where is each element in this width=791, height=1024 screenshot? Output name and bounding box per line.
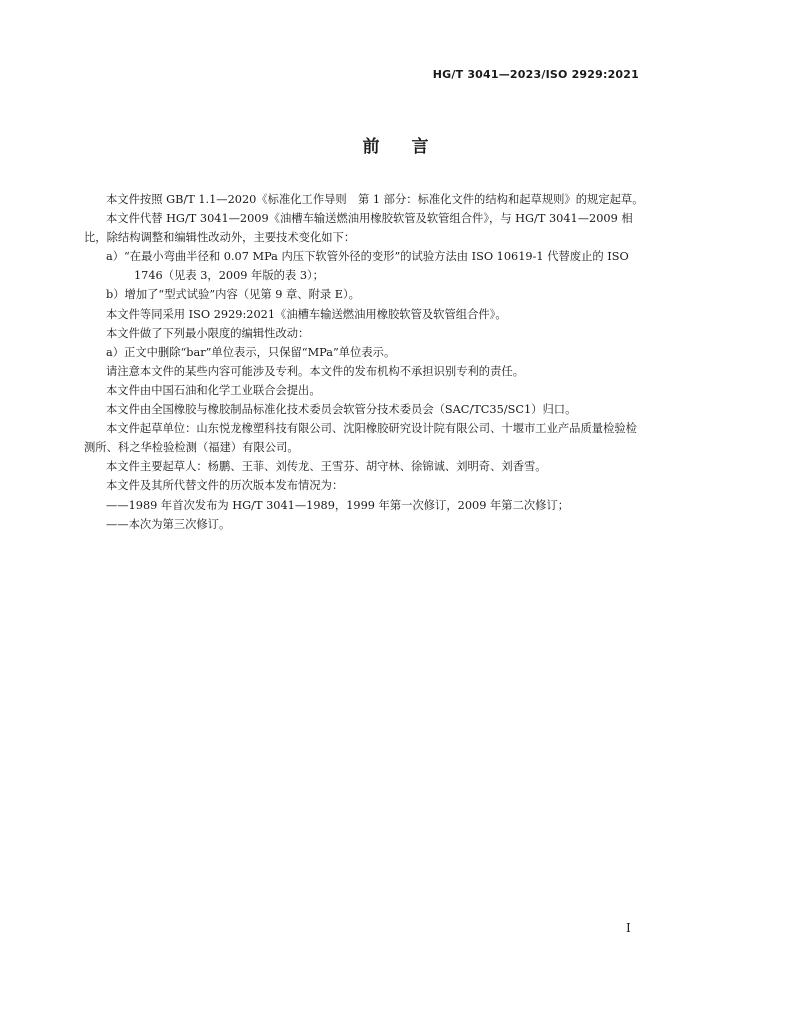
paragraph: 本文件等同采用 ISO 2929:2021《油槽车输送燃油用橡胶软管及软管组合件》。: [106, 307, 507, 321]
list-item: b）增加了“型式试验”内容（见第 9 章、附录 E）。: [106, 288, 360, 302]
list-item: a）正文中删除“bar”单位表示，只保留“MPa”单位表示。: [106, 345, 396, 359]
page-title: 前言: [362, 137, 461, 157]
standard-id: HG/T 3041—2023/ISO 2929:2021: [432, 68, 639, 81]
page-number: I: [626, 921, 631, 935]
paragraph: 本文件及其所代替文件的历次版本发布情况为：: [106, 479, 344, 493]
paragraph: 本文件按照 GB/T 1.1—2020《标准化工作导则 第 1 部分：标准化文件的结构和起草规则》的规定起草。: [106, 193, 644, 206]
list-item: a）“在最小弯曲半径和 0.07 MPa 内压下软管外径的变形”的试验方法由 ISO 10619-1 代替废止的 ISO 1746（见表 3，2009 年版的表 3）；: [106, 250, 629, 283]
document-body: [84, 190, 644, 534]
paragraph: 本文件做了下列最小限度的编辑性改动：: [106, 326, 310, 340]
paragraph: 请注意本文件的某些内容可能涉及专利。本文件的发布机构不承担识别专利的责任。: [106, 364, 524, 378]
history-item: ——本次为第三次修订。: [106, 517, 231, 531]
paragraph: 本文件由全国橡胶与橡胶制品标准化技术委员会软管分技术委员会（SAC/TC35/SC1）归口。: [106, 403, 577, 417]
paragraph: 本文件起草单位：山东悦龙橡塑科技有限公司、沈阳橡胶研究设计院有限公司、十堰市工业产品质量检验检测所、科之华检验检测（福建）有限公司。: [84, 422, 637, 455]
paragraph: 本文件由中国石油和化学工业联合会提出。: [106, 383, 321, 397]
paragraph: 本文件代替 HG/T 3041—2009《油槽车输送燃油用橡胶软管及软管组合件》，与 HG/T 3041—2009 相比，除结构调整和编辑性改动外，主要技术变化如下：: [84, 212, 633, 245]
history-item: ——1989 年首次发布为 HG/T 3041—1989，1999 年第一次修订，2009 年第二次修订；: [106, 498, 570, 512]
paragraph: 本文件主要起草人：杨鹏、王菲、刘传龙、王雪芬、胡守林、徐锦诚、刘明奇、刘香雪。: [106, 460, 547, 474]
